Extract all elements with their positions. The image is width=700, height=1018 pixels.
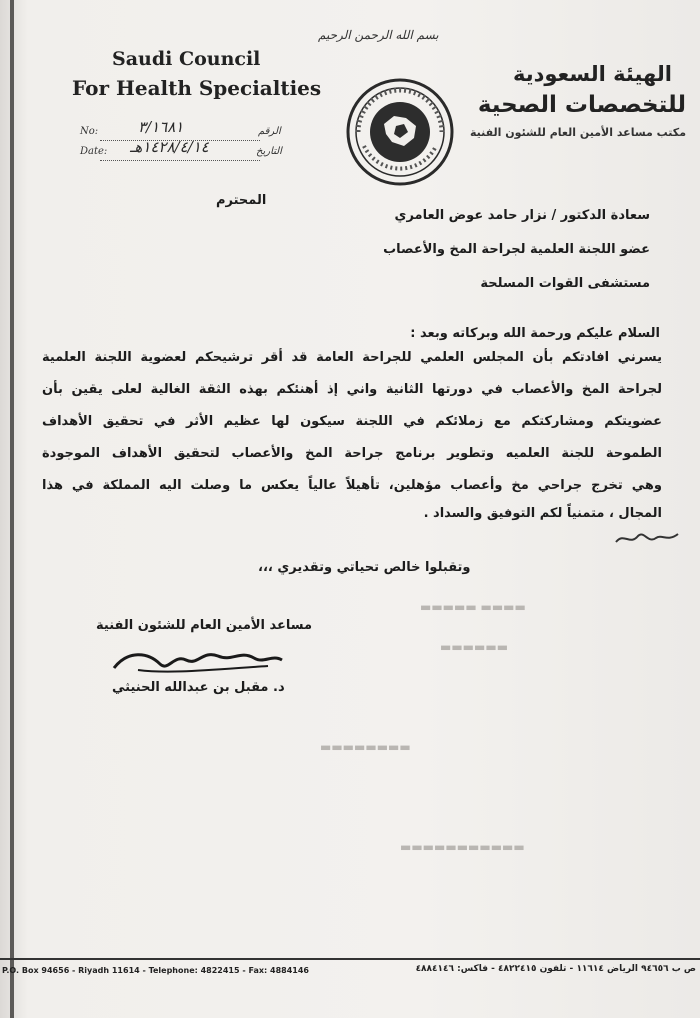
org-name-en-line1: Saudi Council <box>112 48 261 70</box>
greeting: السلام عليكم ورحمة الله وبركاته وبعد : <box>410 326 660 341</box>
council-seal-logo <box>344 76 456 188</box>
closing-line: وتقبلوا خالص تحياتي وتقديري ،،، <box>258 560 471 575</box>
body-line-3: عضويتكم ومشاركتكم مع زملائكم في اللجنة سيكون لها عظيم الأثر في تحقيق الأهداف <box>42 414 662 429</box>
bleed-through-text: ▬▬▬▬▬▬▬▬ <box>320 740 411 754</box>
org-name-en-line2: For Health Specialties <box>72 76 322 100</box>
org-name-ar-line1: الهيئة السعودية <box>512 62 672 86</box>
bleed-through-text: ▬▬▬▬▬▬ <box>440 640 509 654</box>
addressee-line-3: مستشفى القوات المسلحة <box>480 276 650 291</box>
org-name-ar-line2: للتخصصات الصحية <box>477 92 686 118</box>
reference-number: ٣/١٦٨١ <box>138 118 184 136</box>
date-label-en: Date: <box>80 146 108 157</box>
number-label-en: No: <box>80 126 99 137</box>
body-line-2: لجراحة المخ والأعصاب في دورتها الثانية واني إذ أهنئكم بهذه الثقة الغالية لعلى يقين بأن <box>42 382 662 397</box>
office-name-ar: مكتب مساعد الأمين العام للشئون الفنية <box>469 126 686 139</box>
body-line-6: المجال ، متمنياً لكم التوفيق والسداد . <box>423 506 662 521</box>
margin-handwritten-mark <box>612 526 682 554</box>
seal-icon <box>344 76 456 188</box>
signer-title: مساعد الأمين العام للشئون الفنية <box>96 618 313 633</box>
body-line-5: وهي تخرج جراحي مخ وأعصاب مؤهلين، تأهيلاً عالياً يعكس ما وصلت اليه المملكة في هذا <box>42 478 662 493</box>
addressee-line-1: سعادة الدكتور / نزار حامد عوض العامري <box>394 208 650 223</box>
bleed-through-text: ▬▬▬▬▬▬▬▬▬▬▬ <box>400 840 525 854</box>
signer-name: د. مقبل بن عبدالله الحنيثي <box>112 680 285 695</box>
body-line-4: الطموحة للجنة العلميه وتطوير برنامج جراحة المخ والأعصاب لتحقيق الأهداف الموجودة <box>42 446 662 461</box>
body-line-1: يسرني افادتكم بأن المجلس العلمي للجراحة العامة قد أقر ترشيحكم لعضوية اللجنة العلمية <box>42 350 662 365</box>
salutation-honorific: المحترم <box>216 193 267 208</box>
bleed-through-text: ▬▬▬▬ ▬▬▬▬▬ <box>420 600 526 614</box>
footer-rule <box>0 958 700 960</box>
paper-edge-shadow <box>10 0 14 1018</box>
footer-address-en: P.O. Box 94656 - Riyadh 11614 - Telephone: 4822415 - Fax: 4884146 <box>2 966 309 975</box>
basmala: بسم الله الرحمن الرحيم <box>318 28 439 42</box>
footer-address-ar: ص ب ٩٤٦٥٦ الرياض ١١٦١٤ - تلفون ٤٨٢٢٤١٥ - فاكس: ٤٨٨٤١٤٦ <box>415 964 696 974</box>
reference-date: ١٤٢٨/٤/١٤هـ <box>130 138 209 156</box>
addressee-line-2: عضو اللجنة العلمية لجراحة المخ والأعصاب <box>383 242 650 257</box>
date-label-ar: التاريخ <box>256 146 282 157</box>
number-label-ar: الرقم <box>258 126 281 137</box>
date-dotted-line <box>100 160 260 161</box>
